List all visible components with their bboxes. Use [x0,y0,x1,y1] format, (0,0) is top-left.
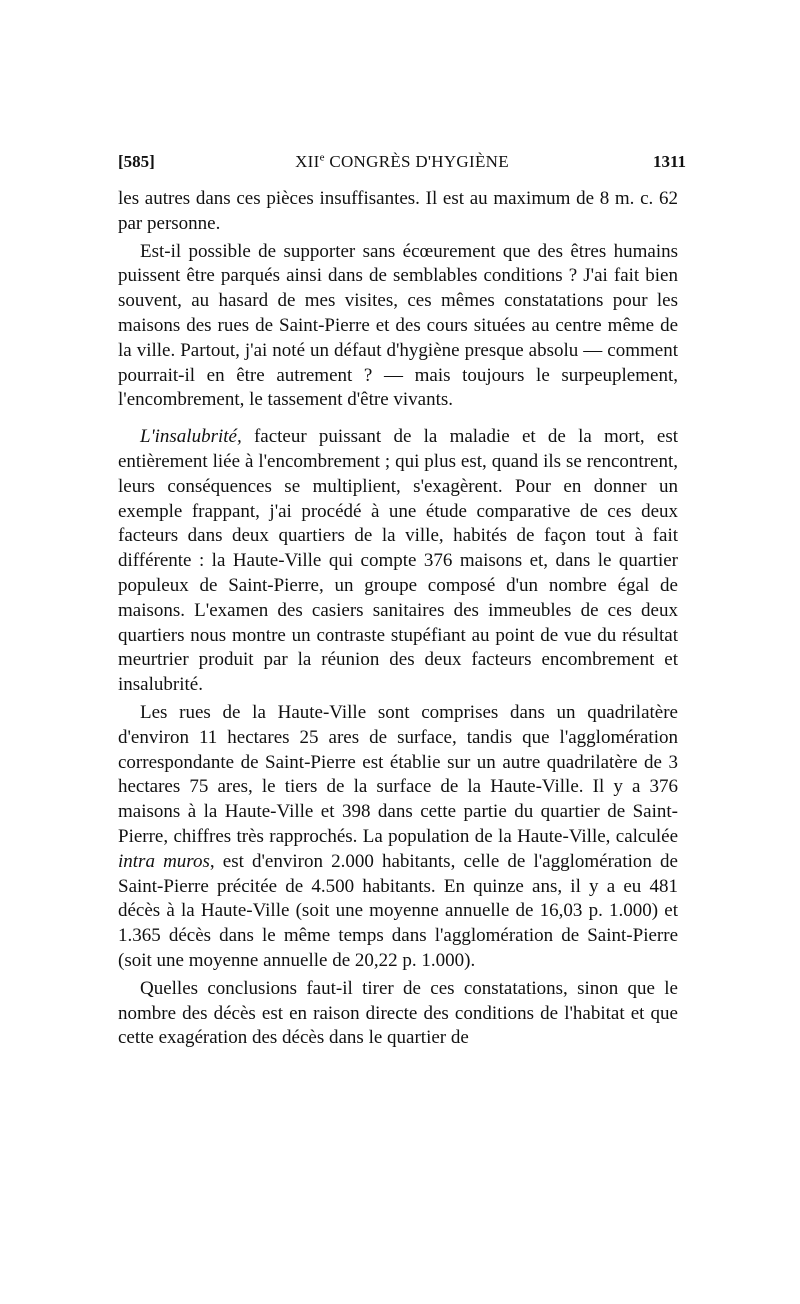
running-head [118,150,686,174]
running-title-text: CONGRÈS D'HYGIÈNE [324,152,509,171]
italic-intra-muros: intra muros [118,850,210,872]
page-reference: [585] [118,152,155,171]
paragraph-crowding: Est-il possible de supporter sans écœurement que des êtres humains puissent être parqués ainsi dans de semblables conditions ? J'ai fait bien souvent, au hasard de mes visites, ces mêmes constatations pour les maisons des rues de Saint-Pierre et des cours situées au centre même de la ville. Partout, j'ai noté un défaut d'hygiène presque absolu — comment pourrait-il en être autrement ? — mais toujours le surpeuplement, l'encombrement, le tassement d'être vivants. [118,240,678,411]
running-title [118,150,686,174]
paragraph-conclusions: Quelles conclusions faut-il tirer de ces constatations, sinon que le nombre des décès est en raison directe des conditions de l'habitat et que cette exagération des décès dans le quartier de [118,977,678,1049]
paragraph-statistics [118,701,678,974]
running-title-numeral: XII [295,152,320,171]
page-number: 1311 [652,152,686,171]
paragraph-insalubrity-text: facteur puissant de la maladie et de la mort, est entièrement liée à l'encombrement ; qui plus est, quand ils se rencontrent, leurs conséquences se multiplient, s'exagèrent. Pour en donner un exemple frappant, j'ai procédé à une étude comparative de ces deux facteurs dans deux quartiers de la ville, habités de façon tout à fait différente : la Haute-Ville qui compte 376 maisons et, dans le quartier populeux de Saint-Pierre, un groupe composé d'un nombre égal de maisons. L'examen des casiers sanitaires des immeubles de ces deux quartiers nous montre un contraste stupéfiant au point de vue du résultat meurtrier produit par la réunion des deux facteurs encombrement et insalubrité. [118,426,678,696]
paragraph-insalubrity [118,425,678,698]
paragraph-statistics-text-a: Les rues de la Haute-Ville sont comprises dans un quadrilatère d'environ 11 hectares 25 ares de surface, tandis que l'agglomération correspondante de Saint-Pierre est établie sur un autre quadrilatère de 3 hectares 75 ares, le tiers de la surface de la Haute-Ville. Il y a 376 maisons à la Haute-Ville et 398 dans cette partie du quartier de Saint-Pierre, chiffres très rapprochés. La population de la Haute-Ville, calculée [118,701,678,847]
paragraph-statistics-text-b: , est d'environ 2.000 habitants, celle de l'agglomération de Saint-Pierre précitée de 4.500 habitants. En quinze ans, il y a eu 481 décès à la Haute-Ville (soit une moyenne annuelle de 16,03 p. 1.000) et 1.365 décès dans le même temps dans l'agglomération de Saint-Pierre (soit une moyenne annuelle de 20,22 p. 1.000). [118,850,678,971]
italic-lead: L'insalubrité, [140,426,242,448]
running-title-superscript: e [319,151,325,164]
body-text [118,187,678,1051]
paragraph-continuation: les autres dans ces pièces insuffisantes. Il est au maximum de 8 m. c. 62 par personne. [118,188,678,234]
